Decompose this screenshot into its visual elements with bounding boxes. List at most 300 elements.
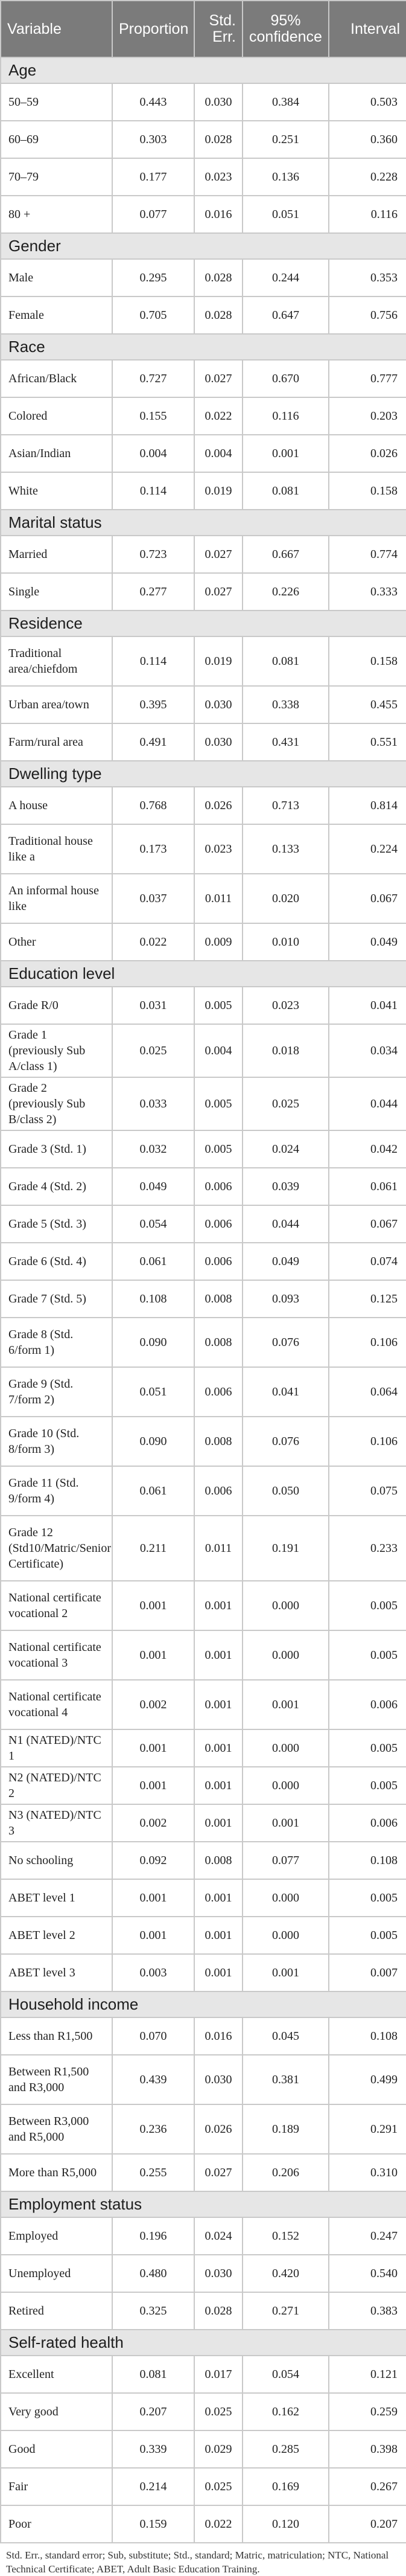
table-row [1, 296, 406, 334]
cell-variable: Excellent [1, 2356, 112, 2393]
table-row [1, 1581, 406, 1630]
table-row [1, 1077, 406, 1130]
cell-std-err: 0.030 [194, 2255, 243, 2292]
cell-std-err: 0.006 [194, 1466, 243, 1516]
table-row [1, 2154, 406, 2191]
section-row-residence [1, 610, 406, 636]
table-row [1, 874, 406, 923]
cell-proportion: 0.480 [112, 2255, 194, 2292]
cell-ci-upper: 0.291 [329, 2104, 406, 2154]
cell-variable: N3 (NATED)/NTC 3 [1, 1804, 112, 1842]
cell-variable: Grade 9 (Std. 7/form 2) [1, 1367, 112, 1417]
cell-variable: Unemployed [1, 2255, 112, 2292]
cell-std-err: 0.004 [194, 435, 243, 472]
cell-ci-lower: 0.169 [243, 2468, 329, 2505]
header-variable: Variable [1, 1, 112, 57]
section-title: Age [1, 57, 406, 83]
cell-ci-lower: 0.023 [243, 987, 329, 1024]
table-row [1, 573, 406, 610]
cell-ci-upper: 0.064 [329, 1367, 406, 1417]
cell-proportion: 0.002 [112, 1804, 194, 1842]
cell-proportion: 0.037 [112, 874, 194, 923]
cell-ci-upper: 0.075 [329, 1466, 406, 1516]
cell-ci-lower: 0.000 [243, 1581, 329, 1630]
cell-ci-lower: 0.152 [243, 2217, 329, 2255]
cell-ci-upper: 0.233 [329, 1516, 406, 1581]
cell-variable: Other [1, 923, 112, 961]
table-row [1, 1280, 406, 1318]
table-row [1, 1024, 406, 1077]
cell-ci-upper: 0.125 [329, 1280, 406, 1318]
cell-variable: Urban area/town [1, 686, 112, 723]
cell-variable: Male [1, 259, 112, 296]
header-interval: Interval [329, 1, 406, 57]
cell-proportion: 0.061 [112, 1466, 194, 1516]
cell-proportion: 0.108 [112, 1280, 194, 1318]
section-row-dwelling [1, 761, 406, 787]
section-title: Marital status [1, 510, 406, 536]
cell-ci-lower: 0.338 [243, 686, 329, 723]
table-row [1, 1729, 406, 1767]
table-row [1, 1879, 406, 1917]
cell-variable: Less than R1,500 [1, 2017, 112, 2055]
table-row [1, 1804, 406, 1842]
table-row [1, 2393, 406, 2430]
cell-proportion: 0.061 [112, 1243, 194, 1280]
cell-ci-upper: 0.333 [329, 573, 406, 610]
table-row [1, 2505, 406, 2543]
cell-std-err: 0.019 [194, 636, 243, 686]
cell-proportion: 0.768 [112, 787, 194, 824]
cell-proportion: 0.022 [112, 923, 194, 961]
table-row [1, 1516, 406, 1581]
cell-std-err: 0.001 [194, 1680, 243, 1729]
cell-ci-upper: 0.005 [329, 1767, 406, 1804]
cell-variable: More than R5,000 [1, 2154, 112, 2191]
cell-ci-upper: 0.026 [329, 435, 406, 472]
cell-ci-upper: 0.049 [329, 923, 406, 961]
cell-std-err: 0.001 [194, 1879, 243, 1917]
cell-std-err: 0.006 [194, 1205, 243, 1243]
table-row [1, 83, 406, 121]
section-title: Employment status [1, 2191, 406, 2217]
table-row [1, 686, 406, 723]
cell-std-err: 0.030 [194, 723, 243, 761]
cell-proportion: 0.081 [112, 2356, 194, 2393]
cell-proportion: 0.090 [112, 1318, 194, 1367]
cell-ci-upper: 0.108 [329, 2017, 406, 2055]
table-row [1, 723, 406, 761]
cell-std-err: 0.024 [194, 2217, 243, 2255]
table-row [1, 1954, 406, 1991]
cell-std-err: 0.001 [194, 1954, 243, 1991]
cell-std-err: 0.025 [194, 2468, 243, 2505]
cell-ci-upper: 0.455 [329, 686, 406, 723]
cell-ci-upper: 0.074 [329, 1243, 406, 1280]
section-title: Race [1, 334, 406, 360]
cell-variable: Grade 2 (previously Sub B/class 2) [1, 1077, 112, 1130]
cell-std-err: 0.019 [194, 472, 243, 510]
table-row [1, 2017, 406, 2055]
section-row-health [1, 2330, 406, 2356]
table-row [1, 2468, 406, 2505]
section-row-marital [1, 510, 406, 536]
cell-proportion: 0.025 [112, 1024, 194, 1077]
table-row [1, 196, 406, 233]
cell-ci-lower: 0.116 [243, 397, 329, 435]
cell-variable: N1 (NATED)/NTC 1 [1, 1729, 112, 1767]
cell-std-err: 0.027 [194, 573, 243, 610]
cell-std-err: 0.001 [194, 1729, 243, 1767]
cell-proportion: 0.003 [112, 1954, 194, 1991]
cell-variable: Grade R/0 [1, 987, 112, 1024]
cell-variable: Employed [1, 2217, 112, 2255]
cell-std-err: 0.027 [194, 2154, 243, 2191]
cell-ci-upper: 0.503 [329, 83, 406, 121]
cell-ci-lower: 0.251 [243, 121, 329, 158]
cell-proportion: 0.001 [112, 1581, 194, 1630]
table-row [1, 472, 406, 510]
cell-ci-upper: 0.005 [329, 1879, 406, 1917]
cell-std-err: 0.001 [194, 1804, 243, 1842]
table-row [1, 536, 406, 573]
cell-std-err: 0.001 [194, 1581, 243, 1630]
cell-ci-upper: 0.207 [329, 2505, 406, 2543]
cell-proportion: 0.155 [112, 397, 194, 435]
cell-variable: 50–59 [1, 83, 112, 121]
cell-std-err: 0.027 [194, 536, 243, 573]
cell-ci-lower: 0.001 [243, 1954, 329, 1991]
cell-std-err: 0.029 [194, 2430, 243, 2468]
cell-std-err: 0.028 [194, 259, 243, 296]
table-row [1, 1630, 406, 1680]
cell-ci-upper: 0.061 [329, 1168, 406, 1205]
cell-ci-upper: 0.106 [329, 1417, 406, 1466]
cell-variable: Grade 8 (Std. 6/form 1) [1, 1318, 112, 1367]
cell-std-err: 0.008 [194, 1280, 243, 1318]
cell-std-err: 0.006 [194, 1168, 243, 1205]
header-std-err: Std. Err. [194, 1, 243, 57]
table-row [1, 397, 406, 435]
cell-std-err: 0.017 [194, 2356, 243, 2393]
cell-proportion: 0.031 [112, 987, 194, 1024]
table-row [1, 1205, 406, 1243]
cell-ci-lower: 0.045 [243, 2017, 329, 2055]
section-row-gender [1, 233, 406, 259]
cell-ci-upper: 0.224 [329, 824, 406, 874]
cell-proportion: 0.070 [112, 2017, 194, 2055]
cell-variable: Grade 4 (Std. 2) [1, 1168, 112, 1205]
cell-ci-upper: 0.005 [329, 1917, 406, 1954]
cell-variable: Farm/rural area [1, 723, 112, 761]
cell-std-err: 0.025 [194, 2393, 243, 2430]
cell-ci-upper: 0.041 [329, 987, 406, 1024]
cell-ci-upper: 0.814 [329, 787, 406, 824]
cell-proportion: 0.303 [112, 121, 194, 158]
cell-proportion: 0.277 [112, 573, 194, 610]
cell-ci-upper: 0.034 [329, 1024, 406, 1077]
cell-variable: Between R3,000 and R5,000 [1, 2104, 112, 2154]
cell-proportion: 0.114 [112, 636, 194, 686]
cell-ci-upper: 0.106 [329, 1318, 406, 1367]
cell-ci-lower: 0.051 [243, 196, 329, 233]
cell-ci-lower: 0.000 [243, 1630, 329, 1680]
cell-variable: Grade 7 (Std. 5) [1, 1280, 112, 1318]
cell-variable: Traditional area/chiefdom [1, 636, 112, 686]
section-title: Residence [1, 610, 406, 636]
section-title: Gender [1, 233, 406, 259]
cell-proportion: 0.339 [112, 2430, 194, 2468]
cell-ci-lower: 0.384 [243, 83, 329, 121]
cell-std-err: 0.027 [194, 360, 243, 397]
cell-std-err: 0.001 [194, 1630, 243, 1680]
table-row [1, 1917, 406, 1954]
cell-ci-lower: 0.001 [243, 1804, 329, 1842]
cell-ci-upper: 0.006 [329, 1680, 406, 1729]
cell-proportion: 0.032 [112, 1130, 194, 1168]
cell-variable: Female [1, 296, 112, 334]
section-row-education [1, 961, 406, 987]
cell-variable: A house [1, 787, 112, 824]
footnote: Std. Err., standard error; Sub, substitute; Std., standard; Matric, matriculation; NTC, National Technical Certificate; ABET, Adult Basic Education Training. [6, 2549, 389, 2575]
cell-std-err: 0.011 [194, 874, 243, 923]
cell-proportion: 0.325 [112, 2292, 194, 2330]
cell-variable: ABET level 2 [1, 1917, 112, 1954]
section-row-age [1, 57, 406, 83]
cell-variable: No schooling [1, 1842, 112, 1879]
cell-ci-lower: 0.093 [243, 1280, 329, 1318]
table-row [1, 1243, 406, 1280]
cell-ci-upper: 0.398 [329, 2430, 406, 2468]
cell-ci-lower: 0.039 [243, 1168, 329, 1205]
cell-ci-upper: 0.116 [329, 196, 406, 233]
cell-variable: Colored [1, 397, 112, 435]
cell-ci-upper: 0.247 [329, 2217, 406, 2255]
table-row [1, 1417, 406, 1466]
table-row [1, 360, 406, 397]
cell-ci-upper: 0.005 [329, 1581, 406, 1630]
table-row [1, 824, 406, 874]
cell-ci-lower: 0.120 [243, 2505, 329, 2543]
cell-ci-lower: 0.076 [243, 1318, 329, 1367]
cell-std-err: 0.006 [194, 1243, 243, 1280]
cell-std-err: 0.023 [194, 824, 243, 874]
cell-proportion: 0.211 [112, 1516, 194, 1581]
cell-ci-lower: 0.271 [243, 2292, 329, 2330]
table-row [1, 435, 406, 472]
cell-ci-lower: 0.667 [243, 536, 329, 573]
cell-ci-lower: 0.010 [243, 923, 329, 961]
cell-variable: African/Black [1, 360, 112, 397]
table-row [1, 1466, 406, 1516]
cell-ci-lower: 0.081 [243, 472, 329, 510]
cell-variable: Grade 3 (Std. 1) [1, 1130, 112, 1168]
cell-std-err: 0.028 [194, 296, 243, 334]
section-row-employment [1, 2191, 406, 2217]
cell-proportion: 0.114 [112, 472, 194, 510]
table-row [1, 1842, 406, 1879]
cell-std-err: 0.022 [194, 2505, 243, 2543]
cell-std-err: 0.030 [194, 2055, 243, 2104]
section-title: Self-rated health [1, 2330, 406, 2356]
cell-ci-lower: 0.420 [243, 2255, 329, 2292]
cell-proportion: 0.439 [112, 2055, 194, 2104]
cell-ci-upper: 0.005 [329, 1729, 406, 1767]
cell-proportion: 0.723 [112, 536, 194, 573]
cell-proportion: 0.705 [112, 296, 194, 334]
cell-ci-upper: 0.005 [329, 1630, 406, 1680]
cell-ci-lower: 0.431 [243, 723, 329, 761]
cell-variable: 60–69 [1, 121, 112, 158]
cell-std-err: 0.008 [194, 1842, 243, 1879]
cell-ci-upper: 0.108 [329, 1842, 406, 1879]
cell-proportion: 0.727 [112, 360, 194, 397]
cell-ci-upper: 0.121 [329, 2356, 406, 2393]
cell-proportion: 0.004 [112, 435, 194, 472]
cell-ci-lower: 0.044 [243, 1205, 329, 1243]
cell-proportion: 0.054 [112, 1205, 194, 1243]
cell-ci-lower: 0.020 [243, 874, 329, 923]
table-row [1, 2292, 406, 2330]
cell-std-err: 0.004 [194, 1024, 243, 1077]
cell-ci-upper: 0.756 [329, 296, 406, 334]
cell-proportion: 0.001 [112, 1767, 194, 1804]
cell-proportion: 0.001 [112, 1879, 194, 1917]
cell-proportion: 0.395 [112, 686, 194, 723]
table-row [1, 787, 406, 824]
cell-variable: Grade 5 (Std. 3) [1, 1205, 112, 1243]
cell-proportion: 0.092 [112, 1842, 194, 1879]
section-title: Education level [1, 961, 406, 987]
cell-std-err: 0.005 [194, 1130, 243, 1168]
table-row [1, 1680, 406, 1729]
cell-ci-upper: 0.006 [329, 1804, 406, 1842]
cell-ci-lower: 0.226 [243, 573, 329, 610]
cell-ci-lower: 0.076 [243, 1417, 329, 1466]
cell-variable: White [1, 472, 112, 510]
cell-std-err: 0.006 [194, 1367, 243, 1417]
cell-variable: National certificate vocational 4 [1, 1680, 112, 1729]
table-row [1, 987, 406, 1024]
table-row [1, 1367, 406, 1417]
cell-ci-lower: 0.081 [243, 636, 329, 686]
cell-proportion: 0.207 [112, 2393, 194, 2430]
cell-variable: Asian/Indian [1, 435, 112, 472]
cell-ci-lower: 0.018 [243, 1024, 329, 1077]
table-row [1, 121, 406, 158]
cell-std-err: 0.009 [194, 923, 243, 961]
cell-std-err: 0.008 [194, 1417, 243, 1466]
cell-proportion: 0.196 [112, 2217, 194, 2255]
cell-ci-upper: 0.067 [329, 874, 406, 923]
cell-ci-lower: 0.000 [243, 1767, 329, 1804]
cell-std-err: 0.016 [194, 196, 243, 233]
cell-std-err: 0.008 [194, 1318, 243, 1367]
cell-variable: National certificate vocational 2 [1, 1581, 112, 1630]
cell-proportion: 0.001 [112, 1729, 194, 1767]
cell-ci-lower: 0.189 [243, 2104, 329, 2154]
cell-ci-upper: 0.360 [329, 121, 406, 158]
cell-ci-upper: 0.158 [329, 472, 406, 510]
cell-variable: An informal house like [1, 874, 112, 923]
cell-ci-upper: 0.777 [329, 360, 406, 397]
cell-std-err: 0.026 [194, 787, 243, 824]
cell-variable: Fair [1, 2468, 112, 2505]
cell-std-err: 0.011 [194, 1516, 243, 1581]
cell-ci-lower: 0.244 [243, 259, 329, 296]
cell-ci-lower: 0.191 [243, 1516, 329, 1581]
cell-proportion: 0.295 [112, 259, 194, 296]
cell-std-err: 0.028 [194, 2292, 243, 2330]
cell-ci-upper: 0.353 [329, 259, 406, 296]
cell-proportion: 0.236 [112, 2104, 194, 2154]
cell-ci-upper: 0.067 [329, 1205, 406, 1243]
cell-ci-upper: 0.228 [329, 158, 406, 196]
cell-variable: Retired [1, 2292, 112, 2330]
table-row [1, 2104, 406, 2154]
cell-variable: National certificate vocational 3 [1, 1630, 112, 1680]
cell-ci-upper: 0.499 [329, 2055, 406, 2104]
cell-std-err: 0.028 [194, 121, 243, 158]
table-row [1, 1130, 406, 1168]
table-row [1, 923, 406, 961]
cell-variable: 70–79 [1, 158, 112, 196]
cell-variable: Traditional house like a [1, 824, 112, 874]
cell-ci-lower: 0.285 [243, 2430, 329, 2468]
cell-proportion: 0.177 [112, 158, 194, 196]
cell-ci-lower: 0.041 [243, 1367, 329, 1417]
cell-std-err: 0.026 [194, 2104, 243, 2154]
cell-std-err: 0.001 [194, 1917, 243, 1954]
cell-variable: Single [1, 573, 112, 610]
cell-variable: Poor [1, 2505, 112, 2543]
cell-ci-lower: 0.162 [243, 2393, 329, 2430]
cell-variable: Between R1,500 and R3,000 [1, 2055, 112, 2104]
cell-ci-upper: 0.774 [329, 536, 406, 573]
cell-proportion: 0.033 [112, 1077, 194, 1130]
cell-ci-upper: 0.203 [329, 397, 406, 435]
section-title: Household income [1, 1991, 406, 2017]
cell-proportion: 0.001 [112, 1917, 194, 1954]
table-row [1, 2055, 406, 2104]
cell-std-err: 0.022 [194, 397, 243, 435]
table-row [1, 1168, 406, 1205]
cell-proportion: 0.443 [112, 83, 194, 121]
cell-ci-lower: 0.206 [243, 2154, 329, 2191]
cell-ci-upper: 0.007 [329, 1954, 406, 1991]
header-row [1, 1, 406, 57]
table-row [1, 158, 406, 196]
table-row [1, 636, 406, 686]
section-title: Dwelling type [1, 761, 406, 787]
cell-variable: 80 + [1, 196, 112, 233]
cell-ci-upper: 0.310 [329, 2154, 406, 2191]
cell-proportion: 0.159 [112, 2505, 194, 2543]
cell-std-err: 0.030 [194, 686, 243, 723]
table-row [1, 259, 406, 296]
cell-ci-lower: 0.000 [243, 1879, 329, 1917]
cell-proportion: 0.255 [112, 2154, 194, 2191]
cell-ci-lower: 0.077 [243, 1842, 329, 1879]
cell-std-err: 0.030 [194, 83, 243, 121]
cell-ci-upper: 0.383 [329, 2292, 406, 2330]
cell-variable: ABET level 3 [1, 1954, 112, 1991]
cell-std-err: 0.005 [194, 987, 243, 1024]
cell-ci-upper: 0.540 [329, 2255, 406, 2292]
table-row [1, 2356, 406, 2393]
cell-ci-lower: 0.000 [243, 1729, 329, 1767]
cell-ci-upper: 0.259 [329, 2393, 406, 2430]
